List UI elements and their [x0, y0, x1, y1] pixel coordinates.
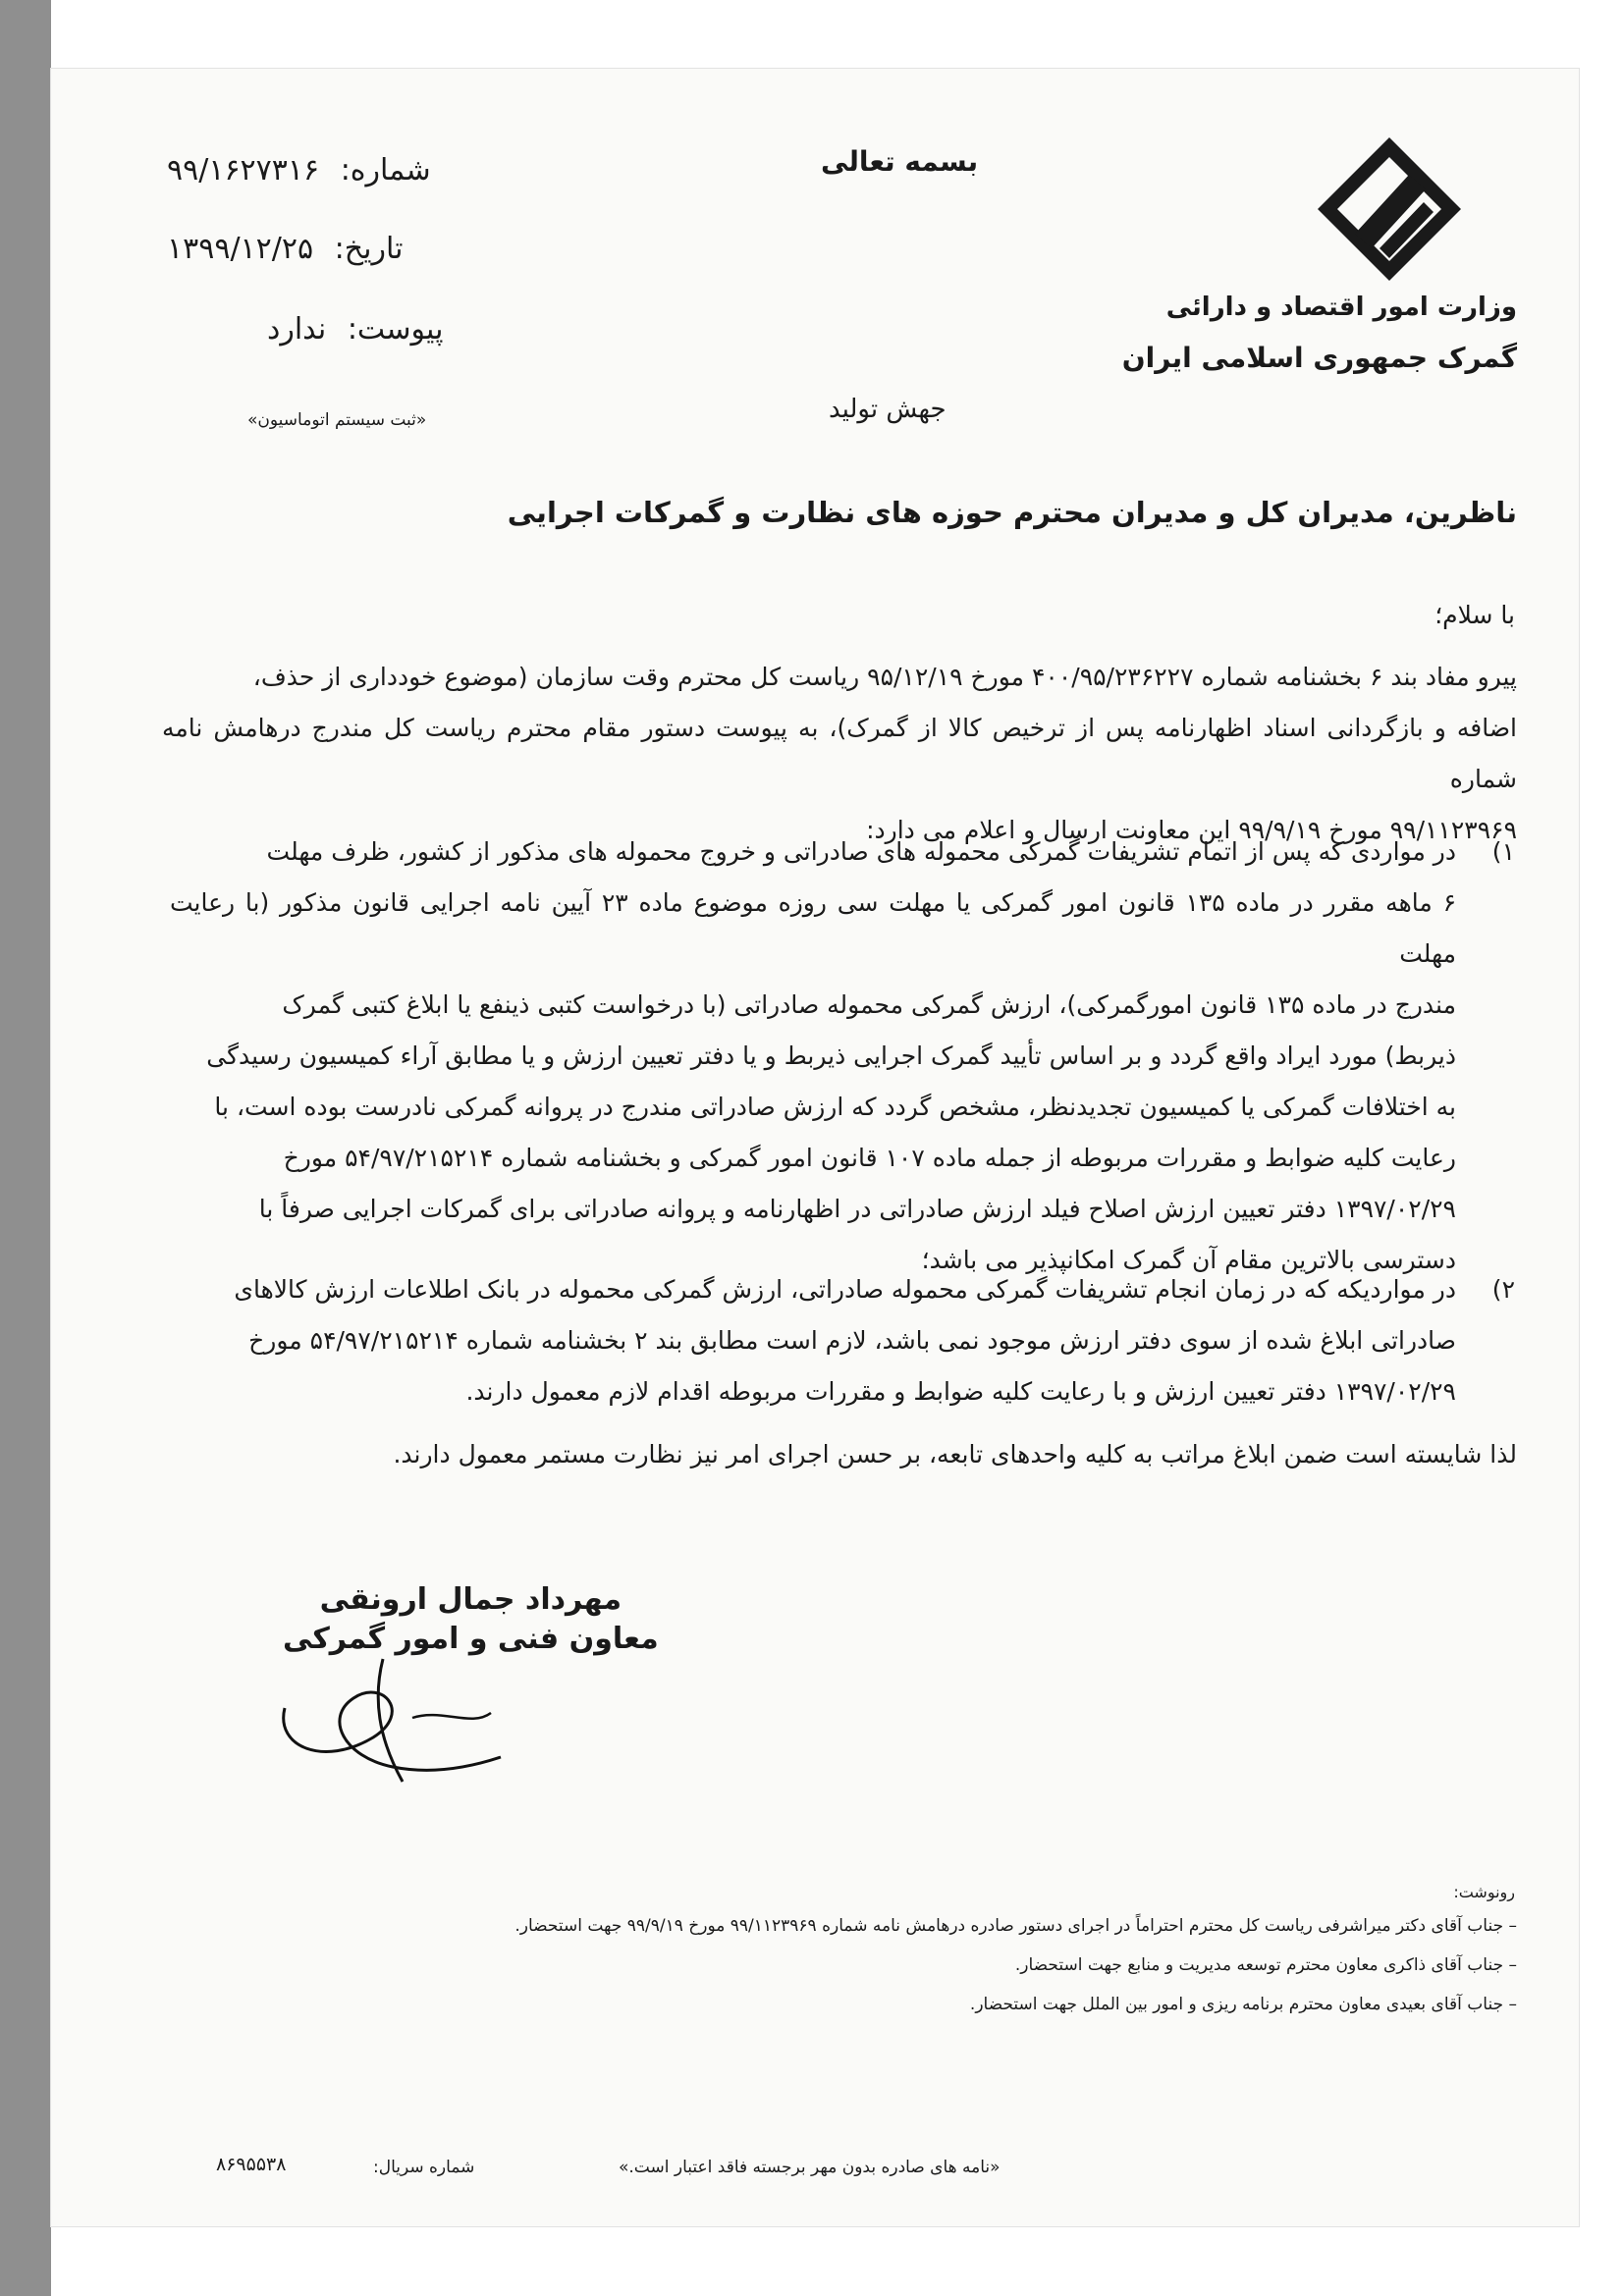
system-note: «ثبت سیستم اتوماسیون» [247, 410, 427, 430]
customs-name: گمرک جمهوری اسلامی ایران [1121, 342, 1517, 374]
item-line: به اختلافات گمرکی یا کمیسیون تجدیدنظر، مشخص گردد که ارزش صادراتی مندرج در پروانه گمرکی نادرست بوده است، با [214, 1093, 1456, 1121]
customs-logo-icon [1316, 135, 1463, 283]
scan-left-edge [0, 0, 51, 2296]
item-line: ۶ ماهه مقرر در ماده ۱۳۵ قانون امور گمرکی یا مهلت سی روزه موضوع ماده ۲۳ آیین نامه اجرایی قانون مذکور (با رعایت مهلت [170, 888, 1456, 968]
date-value: ۱۳۹۹/۱۲/۲۵ [167, 232, 314, 266]
item-line: ذیربط) مورد ایراد واقع گردد و بر اساس تأیید گمرک اجرایی ذیربط و یا دفتر تعیین ارزش و یا مطابق آراء کمیسیون رسیدگی [206, 1041, 1456, 1070]
letter-number [167, 153, 431, 187]
attachment-label: پیوست: [347, 312, 444, 347]
list-item-2 [170, 1264, 1515, 1417]
greeting: با سلام؛ [1434, 601, 1515, 629]
signatory-name: مهرداد جمال ارونقی [319, 1582, 622, 1617]
serial-label: شماره سریال: [373, 2158, 475, 2177]
cc-item: – جناب آقای بعیدی معاون محترم برنامه ریزی و امور بین الملل جهت استحضار. [969, 1995, 1517, 2014]
serial-value: ۸۶۹۵۵۳۸ [216, 2154, 287, 2175]
cc-list [339, 1906, 1517, 2024]
item-line: ۱۳۹۷/۰۲/۲۹ دفتر تعیین ارزش و با رعایت کلیه ضوابط و مقررات مربوطه اقدام لازم معمول دارند. [465, 1377, 1456, 1406]
scan-background-top [0, 0, 1623, 69]
item-line: در مواردی که پس از اتمام تشریفات گمرکی محموله های صادراتی و خروج محموله های مذکور از کشور، ظرف مهلت [266, 837, 1456, 866]
item-line: مندرج در ماده ۱۳۵ قانون امورگمرکی)، ارزش گمرکی محموله صادراتی (با درخواست کتبی ذینفع یا ابلاغ کتبی گمرک [282, 990, 1456, 1019]
intro-line: پیرو مفاد بند ۶ بخشنامه شماره ۴۰۰/۹۵/۲۳۶۲۲۷ مورخ ۹۵/۱۲/۱۹ ریاست کل محترم وقت سازمان (موضوع خودداری از حذف، [252, 663, 1517, 691]
list-item-number: ۲) [1491, 1275, 1515, 1304]
intro-line: اضافه و بازگردانی اسناد اظهارنامه پس از ترخیص کالا از گمرک)، به پیوست دستور مقام محترم ریاست کل مندرج درهامش نامه شماره [162, 714, 1517, 793]
number-label: شماره: [340, 153, 431, 187]
slogan: جهش تولید [829, 395, 947, 424]
cc-item: – جناب آقای دکتر میراشرفی ریاست کل محترم احتراماً در اجرای دستور صادره درهامش نامه شماره ۹۹/۱۱۲۳۹۶۹ مورخ ۹۹/۹/۱۹ جهت استحضار. [514, 1916, 1517, 1936]
item-line: دسترسی بالاترین مقام آن گمرک امکانپذیر می باشد؛ [921, 1246, 1456, 1274]
cc-label: رونوشت: [1453, 1883, 1515, 1901]
signatory-title: معاون فنی و امور گمرکی [283, 1622, 659, 1656]
date-label: تاریخ: [334, 232, 404, 266]
closing-paragraph: لذا شایسته است ضمن ابلاغ مراتب به کلیه واحدهای تابعه، بر حسن اجرای امر نیز نظارت مستمر معمول دارند. [393, 1440, 1517, 1468]
ministry-name: وزارت امور اقتصاد و دارائی [1165, 293, 1517, 322]
item-line: رعایت کلیه ضوابط و مقررات مربوطه از جمله ماده ۱۰۷ قانون امور گمرکی و بخشنامه شماره ۵۴/۹۷/۲۱۵۲۱۴ مورخ [283, 1144, 1456, 1172]
intro-line: ۹۹/۱۱۲۳۹۶۹ مورخ ۹۹/۹/۱۹ این معاونت ارسال و اعلام می دارد: [866, 816, 1517, 844]
recipient-line: ناظرین، مدیران کل و مدیران محترم حوزه های نظارت و گمرکات اجرایی [507, 496, 1517, 529]
footer-notice: «نامه های صادره بدون مهر برجسته فاقد اعتبار است.» [619, 2158, 1001, 2177]
handwritten-signature-icon [265, 1620, 540, 1787]
list-item-number: ۱) [1491, 837, 1515, 866]
item-line: صادراتی ابلاغ شده از سوی دفتر ارزش موجود نمی باشد، لازم است مطابق بند ۲ بخشنامه شماره ۵۴/۹۷/۲۱۵۲۱۴ مورخ [248, 1326, 1456, 1355]
number-value: ۹۹/۱۶۲۷۳۱۶ [167, 153, 320, 187]
item-line: در مواردیکه که در زمان انجام تشریفات گمرکی محموله صادراتی، ارزش گمرکی محموله در بانک اطلاعات ارزش کالاهای [234, 1275, 1456, 1304]
list-item-1 [170, 827, 1515, 1286]
letter-attachment [267, 312, 443, 347]
item-line: ۱۳۹۷/۰۲/۲۹ دفتر تعیین ارزش اصلاح فیلد ارزش صادراتی در اظهارنامه و پروانه صادراتی برای گمرکات اجرایی صرفاً با [258, 1195, 1456, 1223]
letter-date [167, 232, 403, 266]
cc-item: – جناب آقای ذاکری معاون محترم توسعه مدیریت و منابع جهت استحضار. [1014, 1955, 1517, 1975]
attachment-value: ندارد [267, 312, 327, 347]
intro-paragraph [162, 652, 1517, 856]
bismillah-heading: بسمه تعالی [821, 145, 979, 178]
